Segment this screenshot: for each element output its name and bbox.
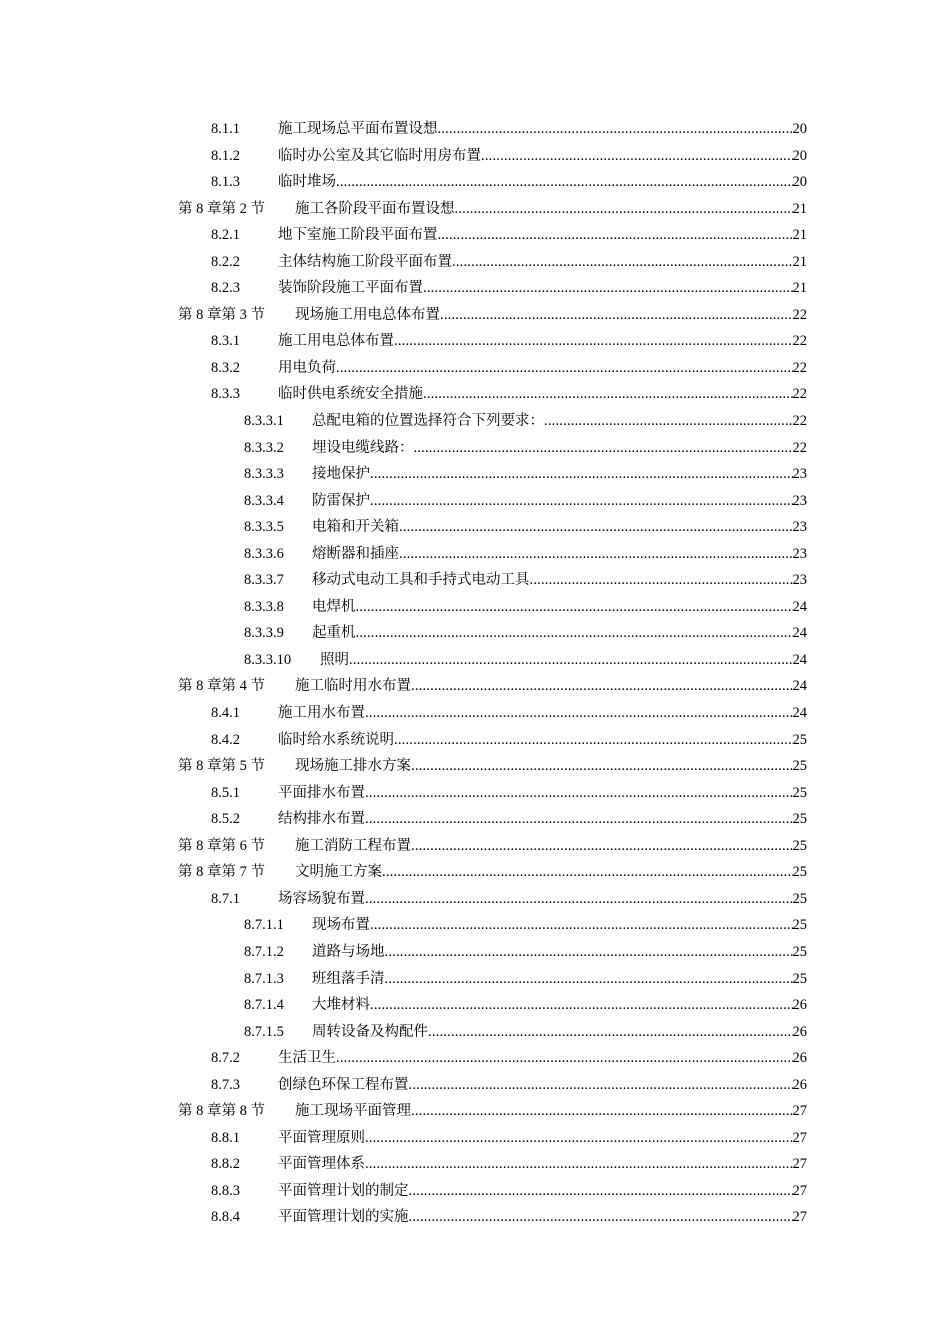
toc-entry-title: 装饰阶段施工平面布置 <box>278 275 423 302</box>
toc-entry[interactable] <box>0 355 950 382</box>
toc-entry-line <box>278 275 807 302</box>
toc-entry-page-number: 27 <box>792 1129 807 1146</box>
toc-entry-number: 第 8 章第 4 节 <box>178 678 265 695</box>
toc-entry-line <box>295 859 807 886</box>
dot-leader <box>365 780 793 807</box>
toc-entry-page-number: 25 <box>792 917 807 934</box>
toc-entry-number: 8.8.1 <box>211 1129 240 1146</box>
dot-leader <box>336 1045 793 1072</box>
dot-leader <box>336 355 793 382</box>
dot-leader <box>399 514 793 541</box>
toc-entry-number: 8.5.1 <box>211 784 240 801</box>
toc-entry-page-number: 25 <box>792 811 807 828</box>
toc-entry-title: 道路与场地 <box>312 939 385 966</box>
toc-entry-number: 8.2.3 <box>211 280 240 297</box>
toc-entry-page-number: 24 <box>792 598 807 615</box>
toc-entry-page-number: 25 <box>792 943 807 960</box>
toc-entry-page-number: 23 <box>792 466 807 483</box>
toc-entry-page-number: 25 <box>792 837 807 854</box>
toc-entry-number: 8.3.3.7 <box>244 572 284 589</box>
toc-entry-page-number: 20 <box>792 174 807 191</box>
toc-entry-page-number: 22 <box>792 333 807 350</box>
toc-entry[interactable] <box>0 461 950 488</box>
toc-entry-page-number: 27 <box>792 1156 807 1173</box>
toc-entry-line <box>312 435 807 462</box>
toc-entry[interactable] <box>0 1178 950 1205</box>
dot-leader <box>365 700 793 727</box>
toc-entry[interactable] <box>0 1151 950 1178</box>
toc-entry-line <box>278 886 807 913</box>
toc-entry-title: 生活卫生 <box>278 1045 336 1072</box>
toc-entry[interactable] <box>0 567 950 594</box>
toc-entry-number: 8.7.3 <box>211 1076 240 1093</box>
toc-entry-title: 场容场貌布置 <box>278 886 365 913</box>
dot-leader <box>394 328 793 355</box>
toc-entry-title: 临时供电系统安全措施 <box>278 381 423 408</box>
toc-entry[interactable] <box>0 541 950 568</box>
toc-entry-title: 现场施工用电总体布置 <box>295 302 440 329</box>
toc-entry-number: 8.1.2 <box>211 147 240 164</box>
toc-entry-title: 临时给水系统说明 <box>278 727 394 754</box>
dot-leader <box>411 673 793 700</box>
toc-entry-number: 第 8 章第 3 节 <box>178 306 265 323</box>
toc-entry-line <box>278 328 807 355</box>
toc-entry-number: 8.3.3.9 <box>244 625 284 642</box>
dot-leader <box>370 488 793 515</box>
dot-leader <box>438 116 793 143</box>
toc-entry-number: 8.7.1.4 <box>244 997 284 1014</box>
toc-entry-line <box>312 1019 807 1046</box>
toc-entry-line <box>295 673 807 700</box>
dot-leader <box>356 594 793 621</box>
toc-entry-number: 8.8.4 <box>211 1209 240 1226</box>
toc-entry-title: 起重机 <box>312 620 356 647</box>
toc-entry-title: 施工临时用水布置 <box>295 673 411 700</box>
table-of-contents <box>0 116 950 1231</box>
toc-entry-number: 8.2.2 <box>211 253 240 270</box>
toc-entry-number: 8.4.1 <box>211 705 240 722</box>
toc-entry-number: 8.3.3.1 <box>244 413 284 430</box>
toc-entry-page-number: 22 <box>792 359 807 376</box>
toc-entry[interactable] <box>0 116 950 143</box>
dot-leader <box>411 753 793 780</box>
toc-entry-page-number: 21 <box>792 253 807 270</box>
toc-entry-number: 8.7.2 <box>211 1050 240 1067</box>
toc-entry-number: 8.2.1 <box>211 227 240 244</box>
toc-entry[interactable] <box>0 196 950 223</box>
toc-entry-number: 8.4.2 <box>211 731 240 748</box>
toc-entry-page-number: 21 <box>792 227 807 244</box>
toc-entry-page-number: 20 <box>792 121 807 137</box>
toc-entry-title: 平面排水布置 <box>278 780 365 807</box>
dot-leader <box>409 1204 793 1231</box>
toc-entry[interactable] <box>0 673 950 700</box>
toc-entry[interactable] <box>0 647 950 674</box>
toc-entry-number: 第 8 章第 8 节 <box>178 1103 265 1120</box>
toc-entry-page-number: 20 <box>792 147 807 164</box>
toc-entry-title: 施工用水布置 <box>278 700 365 727</box>
toc-entry[interactable] <box>0 1072 950 1099</box>
toc-entry[interactable] <box>0 488 950 515</box>
toc-entry-number: 8.3.1 <box>211 333 240 350</box>
toc-entry-line <box>278 355 807 382</box>
toc-entry-number: 第 8 章第 6 节 <box>178 837 265 854</box>
toc-entry-line <box>312 541 807 568</box>
toc-entry-line <box>278 727 807 754</box>
toc-entry-title: 临时办公室及其它临时用房布置 <box>278 143 481 170</box>
toc-entry-number: 8.3.2 <box>211 359 240 376</box>
toc-entry-line <box>295 1098 807 1125</box>
toc-entry-number: 8.3.3.5 <box>244 519 284 536</box>
toc-entry-title: 临时堆场 <box>278 169 336 196</box>
dot-leader <box>414 435 793 462</box>
toc-entry-title: 地下室施工阶段平面布置 <box>278 222 438 249</box>
toc-entry-title: 施工各阶段平面布置设想 <box>295 196 455 223</box>
dot-leader <box>385 939 793 966</box>
toc-entry-line <box>278 222 807 249</box>
toc-entry-page-number: 24 <box>792 651 807 668</box>
dot-leader <box>440 302 793 329</box>
toc-entry[interactable] <box>0 1204 950 1231</box>
toc-entry-page-number: 21 <box>792 280 807 297</box>
toc-entry[interactable] <box>0 249 950 276</box>
toc-entry[interactable] <box>0 753 950 780</box>
dot-leader <box>399 541 793 568</box>
toc-entry-number: 第 8 章第 7 节 <box>178 864 265 881</box>
toc-entry-number: 8.1.1 <box>211 121 240 137</box>
toc-entry-title: 平面管理体系 <box>278 1151 365 1178</box>
toc-entry-line <box>278 1204 807 1231</box>
toc-entry[interactable] <box>0 780 950 807</box>
toc-entry-page-number: 24 <box>792 678 807 695</box>
toc-entry-page-number: 24 <box>792 705 807 722</box>
toc-entry-line <box>312 620 807 647</box>
toc-entry-number: 8.3.3.2 <box>244 439 284 456</box>
toc-entry-line <box>278 1151 807 1178</box>
toc-entry[interactable] <box>0 833 950 860</box>
toc-entry-line <box>278 1125 807 1152</box>
toc-entry-page-number: 27 <box>792 1209 807 1226</box>
toc-entry-line <box>295 196 807 223</box>
toc-entry[interactable] <box>0 912 950 939</box>
toc-entry-page-number: 22 <box>792 306 807 323</box>
toc-entry-title: 主体结构施工阶段平面布置 <box>278 249 452 276</box>
toc-entry-line <box>312 939 807 966</box>
toc-entry-line <box>278 1178 807 1205</box>
toc-entry[interactable] <box>0 700 950 727</box>
dot-leader <box>365 806 793 833</box>
toc-entry[interactable] <box>0 408 950 435</box>
toc-entry-title: 埋设电缆线路： <box>312 435 414 462</box>
dot-leader <box>438 222 793 249</box>
toc-entry-line <box>278 700 807 727</box>
toc-entry-page-number: 25 <box>792 890 807 907</box>
dot-leader <box>428 1019 793 1046</box>
dot-leader <box>349 647 793 674</box>
toc-entry-page-number: 26 <box>792 1050 807 1067</box>
toc-entry-number: 8.7.1.5 <box>244 1023 284 1040</box>
toc-entry-title: 接地保护 <box>312 461 370 488</box>
toc-entry[interactable] <box>0 1125 950 1152</box>
toc-entry-line <box>278 169 807 196</box>
toc-entry-number: 8.7.1.3 <box>244 970 284 987</box>
toc-entry[interactable] <box>0 1045 950 1072</box>
toc-entry-line <box>278 1072 807 1099</box>
toc-entry[interactable] <box>0 966 950 993</box>
toc-entry-title: 文明施工方案 <box>295 859 382 886</box>
toc-entry-line <box>312 461 807 488</box>
toc-entry-line <box>278 1045 807 1072</box>
toc-entry[interactable] <box>0 992 950 1019</box>
toc-entry-line <box>278 116 807 143</box>
toc-entry[interactable] <box>0 514 950 541</box>
dot-leader <box>365 1125 793 1152</box>
toc-entry-page-number: 23 <box>792 519 807 536</box>
toc-entry-line <box>295 833 807 860</box>
toc-entry-number: 第 8 章第 5 节 <box>178 758 265 775</box>
dot-leader <box>409 1178 793 1205</box>
toc-entry-number: 8.7.1.2 <box>244 943 284 960</box>
toc-entry-line <box>320 647 807 674</box>
toc-entry-line <box>278 381 807 408</box>
toc-entry-line <box>312 488 807 515</box>
dot-leader <box>336 169 793 196</box>
toc-entry-page-number: 22 <box>792 439 807 456</box>
toc-entry-number: 8.7.1 <box>211 890 240 907</box>
toc-entry-number: 8.3.3.6 <box>244 545 284 562</box>
toc-entry[interactable] <box>0 169 950 196</box>
toc-entry-page-number: 27 <box>792 1103 807 1120</box>
toc-entry-line <box>278 143 807 170</box>
toc-entry-page-number: 26 <box>792 1023 807 1040</box>
toc-entry-title: 平面管理计划的实施 <box>278 1204 409 1231</box>
toc-entry[interactable] <box>0 381 950 408</box>
toc-entry[interactable] <box>0 939 950 966</box>
toc-entry-number: 8.3.3.4 <box>244 492 284 509</box>
dot-leader <box>423 275 793 302</box>
toc-entry-title: 平面管理计划的制定 <box>278 1178 409 1205</box>
toc-entry-title: 施工用电总体布置 <box>278 328 394 355</box>
toc-entry-title: 施工消防工程布置 <box>295 833 411 860</box>
toc-entry-title: 电箱和开关箱 <box>312 514 399 541</box>
toc-entry-title: 用电负荷 <box>278 355 336 382</box>
toc-entry-page-number: 22 <box>792 413 807 430</box>
toc-entry-line <box>295 753 807 780</box>
toc-entry-page-number: 24 <box>792 625 807 642</box>
toc-entry[interactable] <box>0 806 950 833</box>
toc-entry-title: 结构排水布置 <box>278 806 365 833</box>
toc-entry[interactable] <box>0 886 950 913</box>
toc-entry-line <box>278 780 807 807</box>
toc-entry-line <box>312 567 807 594</box>
dot-leader <box>370 461 793 488</box>
dot-leader <box>394 727 793 754</box>
toc-entry-title: 创绿色环保工程布置 <box>278 1072 409 1099</box>
toc-entry-page-number: 26 <box>792 1076 807 1093</box>
toc-entry-page-number: 25 <box>792 758 807 775</box>
toc-entry-line <box>278 806 807 833</box>
dot-leader <box>365 886 793 913</box>
toc-entry[interactable] <box>0 143 950 170</box>
toc-entry-page-number: 23 <box>792 545 807 562</box>
toc-entry[interactable] <box>0 435 950 462</box>
toc-entry-page-number: 22 <box>792 386 807 403</box>
toc-entry[interactable] <box>0 302 950 329</box>
toc-entry-line <box>312 408 807 435</box>
toc-entry-page-number: 23 <box>792 492 807 509</box>
toc-entry[interactable] <box>0 594 950 621</box>
toc-entry-line <box>312 966 807 993</box>
toc-entry-page-number: 25 <box>792 731 807 748</box>
dot-leader <box>544 408 793 435</box>
dot-leader <box>409 1072 793 1099</box>
toc-entry-number: 8.3.3 <box>211 386 240 403</box>
toc-entry-number: 8.1.3 <box>211 174 240 191</box>
toc-entry-title: 总配电箱的位置选择符合下列要求： <box>312 408 544 435</box>
toc-entry-title: 施工现场平面管理 <box>295 1098 411 1125</box>
toc-entry-line <box>312 594 807 621</box>
toc-entry-number: 8.3.3.3 <box>244 466 284 483</box>
toc-entry-number: 8.8.2 <box>211 1156 240 1173</box>
toc-entry-line <box>312 514 807 541</box>
toc-entry[interactable] <box>0 275 950 302</box>
toc-entry-title: 大堆材料 <box>312 992 370 1019</box>
toc-entry-title: 熔断器和插座 <box>312 541 399 568</box>
dot-leader <box>356 620 793 647</box>
toc-entry-title: 防雷保护 <box>312 488 370 515</box>
toc-entry-line <box>278 249 807 276</box>
dot-leader <box>382 859 793 886</box>
dot-leader <box>411 1098 793 1125</box>
toc-entry-number: 第 8 章第 2 节 <box>178 200 265 217</box>
dot-leader <box>530 567 793 594</box>
toc-entry-number: 8.3.3.10 <box>244 651 292 668</box>
toc-entry-title: 移动式电动工具和手持式电动工具 <box>312 567 530 594</box>
toc-entry[interactable] <box>0 727 950 754</box>
dot-leader <box>365 1151 793 1178</box>
dot-leader <box>481 143 793 170</box>
toc-entry-number: 8.5.2 <box>211 811 240 828</box>
toc-entry[interactable] <box>0 859 950 886</box>
toc-entry-page-number: 25 <box>792 864 807 881</box>
toc-entry-title: 照明 <box>320 647 349 674</box>
dot-leader <box>455 196 793 223</box>
toc-entry-number: 8.8.3 <box>211 1182 240 1199</box>
toc-entry[interactable] <box>0 328 950 355</box>
toc-entry-page-number: 21 <box>792 200 807 217</box>
toc-entry-title: 现场施工排水方案 <box>295 753 411 780</box>
toc-entry-title: 施工现场总平面布置设想 <box>278 116 438 143</box>
dot-leader <box>370 992 793 1019</box>
toc-entry-page-number: 25 <box>792 784 807 801</box>
dot-leader <box>385 966 793 993</box>
toc-entry[interactable] <box>0 222 950 249</box>
toc-entry-line <box>295 302 807 329</box>
dot-leader <box>452 249 793 276</box>
toc-entry-page-number: 26 <box>792 997 807 1014</box>
toc-entry-title: 平面管理原则 <box>278 1125 365 1152</box>
toc-entry-page-number: 23 <box>792 572 807 589</box>
toc-entry-number: 8.3.3.8 <box>244 598 284 615</box>
dot-leader <box>423 381 793 408</box>
toc-entry-page-number: 25 <box>792 970 807 987</box>
toc-entry[interactable] <box>0 1098 950 1125</box>
toc-entry-line <box>312 912 807 939</box>
toc-entry-title: 电焊机 <box>312 594 356 621</box>
toc-entry-line <box>312 992 807 1019</box>
toc-entry-page-number: 27 <box>792 1182 807 1199</box>
toc-entry[interactable] <box>0 620 950 647</box>
toc-entry-title: 周转设备及构配件 <box>312 1019 428 1046</box>
dot-leader <box>411 833 793 860</box>
toc-entry-title: 现场布置 <box>312 912 370 939</box>
toc-entry-title: 班组落手清 <box>312 966 385 993</box>
toc-entry-number: 8.7.1.1 <box>244 917 284 934</box>
dot-leader <box>370 912 793 939</box>
toc-entry[interactable] <box>0 1019 950 1046</box>
